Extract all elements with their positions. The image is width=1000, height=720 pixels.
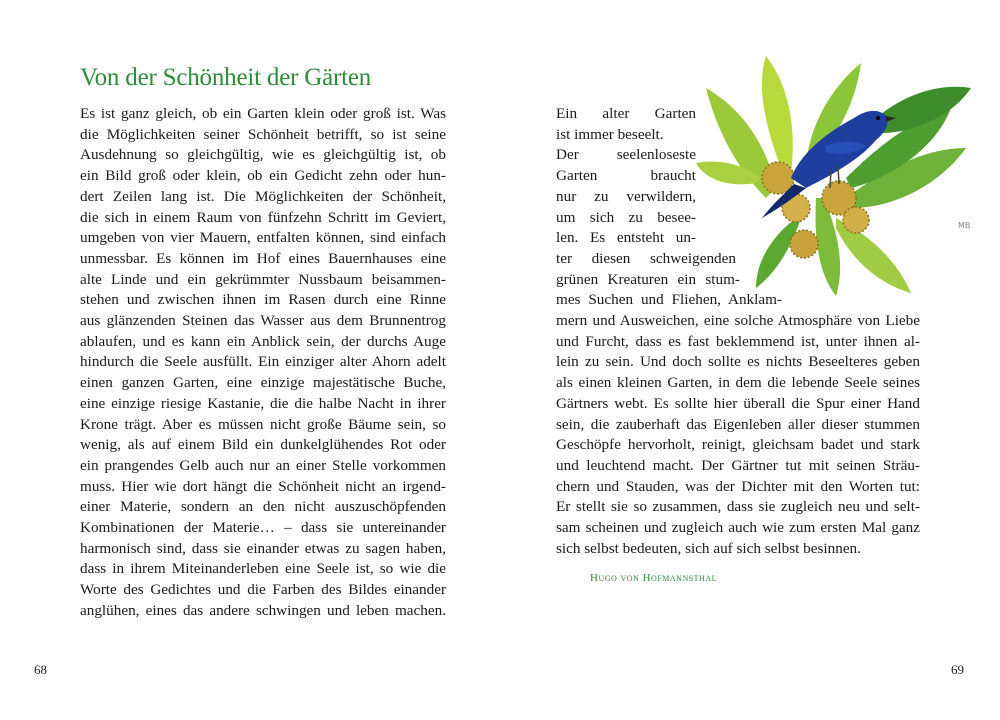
illustrator-signature: MB (958, 221, 971, 230)
text-line: umgeben von vier Mauern, entfalten können, sind einfach (80, 229, 446, 247)
text-line: sich selbst bedeuten, sich auf sich selbst besinnen. (556, 539, 861, 557)
text-line: sam scheinen und zugleich auch wie zum ersten Mal ganz (556, 519, 920, 537)
author-name: Hugo von Hofmannsthal (590, 572, 718, 584)
text-line: Geschöpfe hervorholt, reinigt, gleichsam badet und stark (556, 436, 920, 454)
text-line: unmessbar. Es können im Hof eines Bauernhauses eine (80, 249, 446, 267)
narrow-text-block (556, 104, 920, 249)
text-line: dert Zeilen lang ist. Die Möglichkeiten der Schönheit, (80, 187, 446, 205)
text-line: Worte des Gedichtes und die Farben des Bildes einander (80, 581, 446, 599)
text-line: Es ist ganz gleich, ob ein Garten klein oder groß ist. Was (80, 105, 446, 122)
text-line: und leuchtend macht. Der Gärtner tut mit seinen Sträu- (556, 456, 920, 474)
text-line: anglühen, eines das andere schwingen und leben machen. (80, 601, 446, 619)
text-line: ist immer beseelt. (556, 125, 664, 143)
right-page (500, 0, 1000, 720)
text-line: aus glänzenden Steinen das Wasser aus dem Brunnentrog (80, 312, 446, 330)
text-line: einen ganzen Garten, eine einzige majestätische Buche, (80, 374, 446, 392)
text-line: dass in ihrem Miteinanderleben eine Seele ist, so wie die (80, 560, 446, 578)
left-body-text (80, 104, 446, 622)
text-line: ein prangendes Gelb auch nur an einer Stelle vorkommen (80, 456, 446, 474)
text-line: eine einzige riesige Kastanie, die die halbe Nacht in ihrer (80, 394, 446, 412)
text-line: stehen und zwischen ihnen im Rasen durch eine Rinne (80, 291, 446, 309)
text-line: die sich in einem Raum von fünfzehn Schritt im Geviert, (80, 208, 446, 226)
text-line: Kombinationen der Materie… – dass sie untereinander (80, 519, 446, 537)
text-line: wenig, als auf einem Bild ein dunkelglühendes Rot oder (80, 436, 446, 454)
text-line: Krone trägt. Aber es müssen nicht große Bäume sein, so (80, 415, 446, 433)
page-number-right: 69 (951, 662, 964, 677)
text-line: ter diesen schweigenden (556, 249, 736, 267)
text-line: hindurch die Seele ausfüllt. Ein einziger alter Ahorn adelt (80, 353, 446, 371)
text-line: um sich zu besee- (556, 208, 696, 226)
text-line: ablaufen, und es kann ein Anblick sein, der durchs Auge (80, 332, 446, 350)
text-line: ein Bild groß oder klein, ob ein Gedicht zehn oder hun- (80, 167, 446, 185)
text-line: Ausdehnung so gleichgültig, wie es gleichgültig ist, ob (80, 146, 446, 164)
text-line: als einen kleinen Garten, in dem die lebende Seele seines (556, 374, 920, 392)
text-line: nur zu verwildern, (556, 187, 696, 205)
text-line: einer Materie, sondern an den nicht auszuschöpfenden (80, 498, 446, 516)
text-line: Gärtners webt. Es sollte hier überall die Spur einer Hand (556, 394, 920, 412)
chapter-title: Von der Schönheit der Gärten (80, 64, 372, 91)
text-line: sein, die zauberhaft das Eigenleben aller dieser stummen (556, 415, 920, 433)
text-line: mern und Ausweichen, eine solche Atmosphäre von Liebe (556, 312, 920, 330)
page-number-left: 68 (34, 662, 47, 677)
text-line: Der seelenloseste (556, 146, 696, 164)
right-body-text (556, 104, 920, 559)
text-line: die Möglichkeiten seiner Schönheit betrifft, so ist seine (80, 125, 446, 143)
text-line: Garten braucht (556, 167, 696, 185)
text-line: harmonisch sind, dass sie einander etwas zu sagen haben, (80, 539, 446, 557)
text-line: und Furcht, dass es fast beklemmend ist, unter ihnen al- (556, 332, 920, 350)
text-line: chern und Stauden, was der Dichter mit den Worten tut: (556, 477, 920, 495)
text-line: Ein alter Garten (556, 105, 696, 122)
text-line: lein zu sein. Und doch sollte es nichts Beseelteres geben (556, 353, 920, 371)
text-line: mes Suchen und Fliehen, Anklam- (556, 291, 782, 309)
text-line: muss. Hier wie dort hängt die Schönheit nicht an irgend- (80, 477, 446, 495)
text-line: Er stellt sie so zusammen, dass sie zugleich neu und selt- (556, 498, 920, 516)
text-line: len. Es entsteht un- (556, 229, 696, 247)
text-line: alte Linde und ein gekrümmter Nussbaum beisammen- (80, 270, 446, 288)
text-line: grünen Kreaturen ein stum- (556, 270, 740, 288)
